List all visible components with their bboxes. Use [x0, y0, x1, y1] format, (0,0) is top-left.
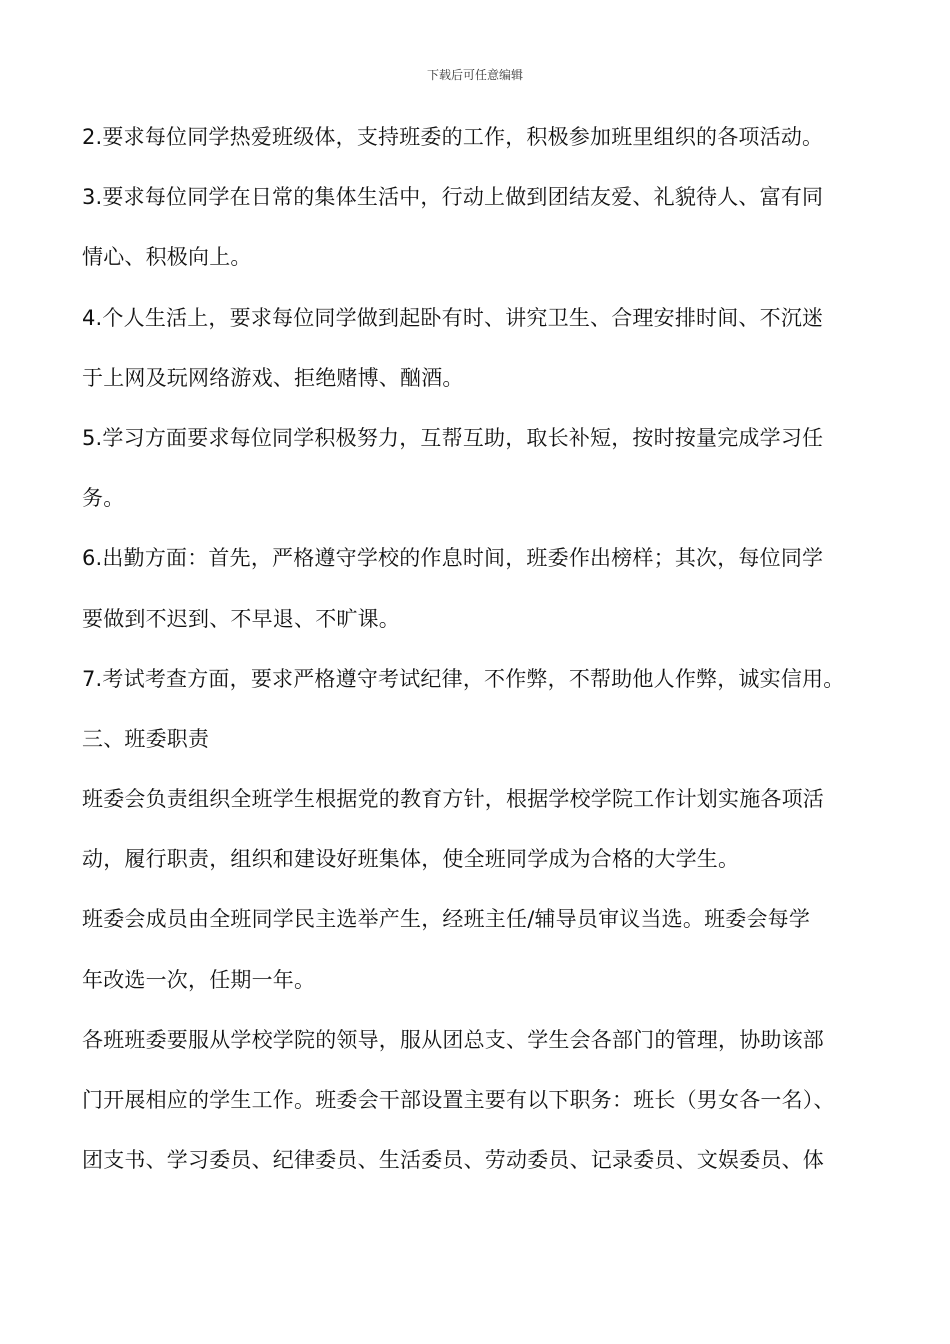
- text-line: 班委会负责组织全班学生根据党的教育方针，根据学校学院工作计划实施各项活: [82, 787, 824, 812]
- text-line: 6.出勤方面：首先，严格遵守学校的作息时间，班委作出榜样；其次，每位同学: [82, 546, 824, 571]
- text-line: 团支书、学习委员、纪律委员、生活委员、劳动委员、记录委员、文娱委员、体: [82, 1148, 824, 1173]
- text-line: 年改选一次，任期一年。: [82, 967, 316, 992]
- text-line: 动，履行职责，组织和建设好班集体，使全班同学成为合格的大学生。: [82, 847, 740, 872]
- text-line: 门开展相应的学生工作。班委会干部设置主要有以下职务：班长（男女各一名）、: [82, 1088, 835, 1112]
- text-line: 务。: [82, 486, 125, 511]
- text-line: 5.学习方面要求每位同学积极努力，互帮互助，取长补短，按时按量完成学习任: [82, 425, 824, 450]
- text-line: 情心、积极向上。: [82, 245, 252, 270]
- text-line: 各班班委要服从学校学院的领导，服从团总支、学生会各部门的管理，协助该部: [82, 1027, 824, 1052]
- text-line: 4.个人生活上，要求每位同学做到起卧有时、讲究卫生、合理安排时间、不沉迷: [82, 305, 824, 330]
- section-heading: 三、班委职责: [82, 726, 210, 751]
- text-line: 班委会成员由全班同学民主选举产生，经班主任/辅导员审议当选。班委会每学: [82, 907, 811, 932]
- text-line: 3.要求每位同学在日常的集体生活中，行动上做到团结友爱、礼貌待人、富有同: [82, 185, 824, 210]
- text-line: 7.考试考查方面，要求严格遵守考试纪律，不作弊，不帮助他人作弊，诚实信用。: [82, 666, 845, 691]
- document-body: [82, 118, 882, 1201]
- text-line: 于上网及玩网络游戏、拒绝赌博、酗酒。: [82, 365, 464, 390]
- text-line: 2.要求每位同学热爱班级体，支持班委的工作，积极参加班里组织的各项活动。: [82, 125, 824, 149]
- page-header-note: 下载后可任意编辑: [426, 68, 523, 82]
- text-line: 要做到不迟到、不早退、不旷课。: [82, 606, 400, 631]
